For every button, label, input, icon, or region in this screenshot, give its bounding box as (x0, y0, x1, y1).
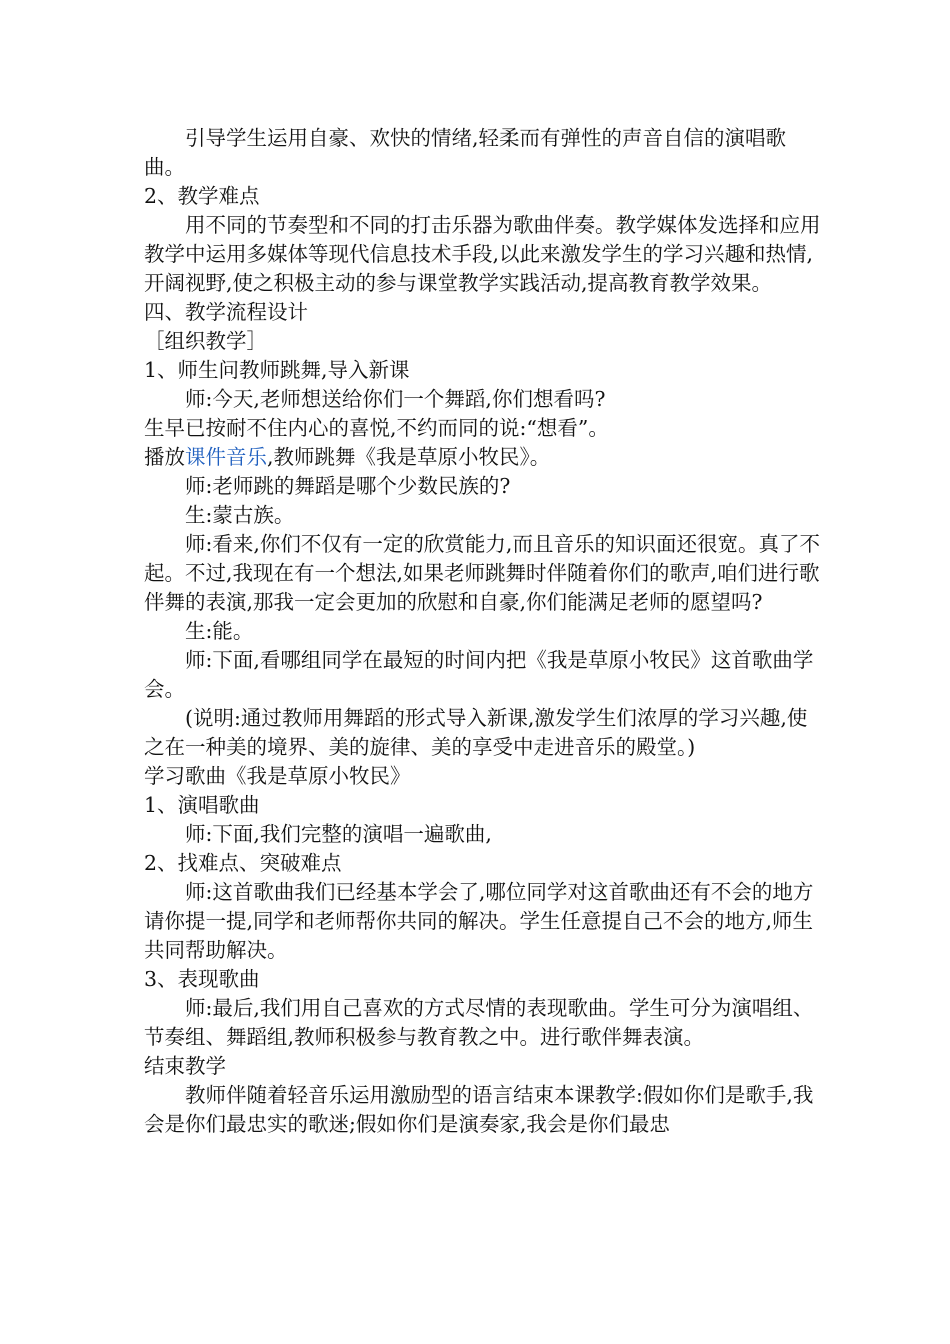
courseware-music-link[interactable]: 课件音乐 (185, 445, 267, 469)
paragraph-22: 师:最后,我们用自己喜欢的方式尽情的表现歌曲。学生可分为演唱组、节奏组、舞蹈组,教师积极参与教育教之中。进行歌伴舞表演。 (144, 996, 814, 1049)
paragraph-10: 师:老师跳的舞蹈是哪个少数民族的? (185, 474, 511, 498)
heading-find-difficulty: 2、找难点、突破难点 (144, 851, 342, 875)
paragraph-15: (说明:通过教师用舞蹈的形式导入新课,激发学生们浓厚的学习兴趣,使之在一种美的境界、美的旋律、美的享受中走进音乐的殿堂。) (144, 706, 808, 759)
paragraph-9-rest: 教师跳舞《我是草原小牧民》。 (273, 445, 551, 469)
paragraph-12: 师:看来,你们不仅有一定的欣赏能力,而且音乐的知识面还很宽。真了不起。不过,我现在有一个想法,如果老师跳舞时伴随着你们的歌声,咱们进行歌伴舞的表演,那我一定会更加的欣慰和自豪,你们能满足老师的愿望吗? (144, 532, 820, 614)
paragraph-8: 生早已按耐不住内心的喜悦,不约而同的说:“想看”。 (144, 416, 609, 440)
paragraph-9-comma: , (267, 445, 274, 469)
heading-organize-teaching: ［组织教学］ (144, 329, 267, 353)
paragraph-3: 用不同的节奏型和不同的打击乐器为歌曲伴奏。教学媒体发选择和应用教学中运用多媒体等现代信息技术手段,以此来激发学生的学习兴趣和热情,开阔视野,使之积极主动的参与课堂教学实践活动,提高教育教学效果。 (144, 213, 821, 295)
heading-step-1: 1、师生问教师跳舞,导入新课 (144, 358, 410, 382)
paragraph-1: 引导学生运用自豪、欢快的情绪,轻柔而有弹性的声音自信的演唱歌曲。 (144, 126, 787, 179)
paragraph-11: 生:蒙古族。 (185, 503, 295, 527)
paragraph-14: 师:下面,看哪组同学在最短的时间内把《我是草原小牧民》这首歌曲学会。 (144, 648, 814, 701)
paragraph-9 (144, 443, 824, 472)
paragraph-20: 师:这首歌曲我们已经基本学会了,哪位同学对这首歌曲还有不会的地方请你提一提,同学和老师帮你共同的解决。学生任意提自己不会的地方,师生共同帮助解决。 (144, 880, 814, 962)
heading-teaching-process: 四、教学流程设计 (144, 300, 308, 324)
heading-perform-song: 3、表现歌曲 (144, 967, 260, 991)
heading-teaching-difficulty: 2、教学难点 (144, 184, 260, 208)
heading-learn-song: 学习歌曲《我是草原小牧民》 (144, 764, 411, 788)
paragraph-13: 生:能。 (185, 619, 254, 643)
heading-sing-song: 1、演唱歌曲 (144, 793, 260, 817)
heading-end-teaching: 结束教学 (144, 1054, 226, 1078)
paragraph-18: 师:下面,我们完整的演唱一遍歌曲, (185, 822, 492, 846)
document-body (144, 124, 824, 1139)
paragraph-9-prefix: 播放 (144, 445, 185, 469)
paragraph-7: 师:今天,老师想送给你们一个舞蹈,你们想看吗? (185, 387, 606, 411)
paragraph-24: 教师伴随着轻音乐运用激励型的语言结束本课教学:假如你们是歌手,我会是你们最忠实的歌迷;假如你们是演奏家,我会是你们最忠 (144, 1083, 814, 1136)
